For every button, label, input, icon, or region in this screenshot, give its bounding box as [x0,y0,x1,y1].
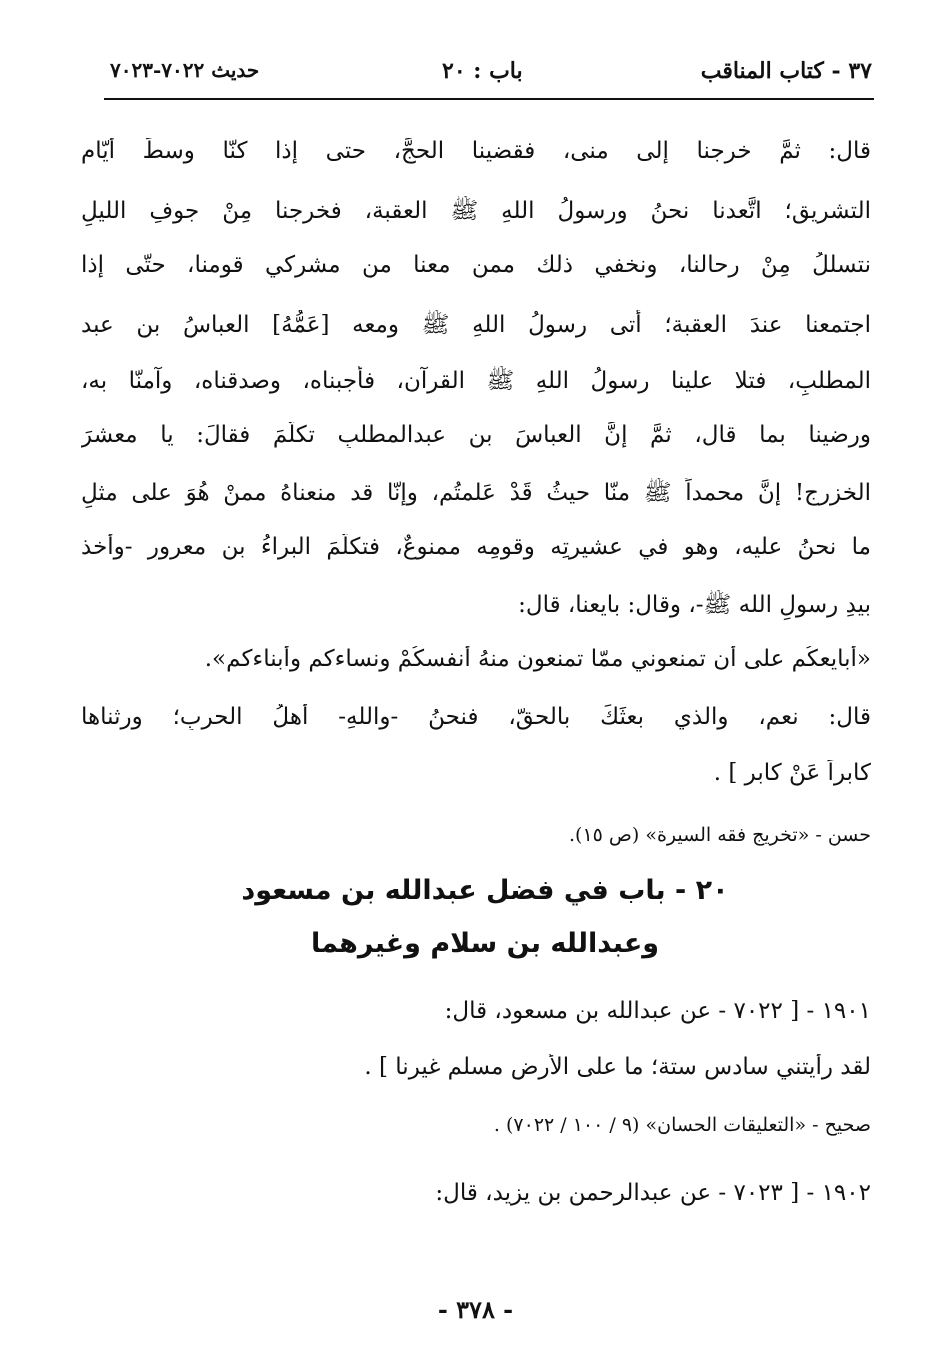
header-chapter-number: باب : ٢٠ [442,58,523,84]
header-book-title: ٣٧ - كتاب المناقب [700,58,872,84]
text-line-6: ورضينا بما قال، ثمَّ إنَّ العباسَ بن عبدالمطلبِ تكلّمَ فقالَ: يا معشرَ [81,422,871,448]
text-line-8: ما نحنُ عليه، وهو في عشيرتِه وقومِه ممنوعٌ، فتكلّمَ البراءُ بن معرورٍ -وأَخذ [81,534,871,560]
text-line-12: كابراً عَنْ كابر ] . [713,760,871,786]
chapter-heading-line-1: ٢٠ - باب في فضل عبدالله بن مسعود [241,875,729,906]
hadith-1901-matn: لقد رأيتني سادس ستة؛ ما على الأرض مسلم غيرنا ] . [364,1054,871,1080]
header-hadith-range: حديث ٧٠٢٢-٧٠٢٣ [110,58,260,82]
text-line-9: بيدِ رسولِ الله ﷺ-، وقال: بايعنا، قال: [518,592,871,618]
grading-note: حسن - «تخريج فقه السيرة» (ص ١٥). [569,824,871,846]
text-line-2: التشريق؛ اتَّعدنا نحنُ ورسولُ اللهِ ﷺ العقبة، فخرجنا مِنْ جوفِ الليلِ [81,198,871,224]
header-rule [104,98,874,100]
text-line-7: الخزرج! إنَّ محمداً ﷺ منّا حيثُ قَدْ عَلمتُم، وإنّا قد منعناهُ ممنْ هُوَ على مثلِ [81,480,871,506]
text-line-3: نتسللُ مِنْ رحالنا، ونخفي ذلك ممن معنا من مشركي قومنا، حتّى إذا [81,252,871,278]
chapter-heading-line-2: وعبدالله بن سلام وغيرهما [310,928,660,959]
text-line-5: المطلبِ، فتلا علينا رسولُ اللهِ ﷺ القرآن، فأَجبناه، وصدقناه، وآمنّا به، [81,368,871,394]
hadith-1902-isnad: ١٩٠٢ - [ ٧٠٢٣ - عن عبدالرحمن بن يزيد، قال: [435,1180,871,1206]
hadith-1901-grading: صحيح - «التعليقات الحسان» (٩ / ١٠٠ / ٧٠٢٢) . [493,1114,871,1136]
text-line-1: قال: ثمَّ خرجنا إلى منى، فقضينا الحجَّ، حتى إذا كنّا وسطَ أيّامِ [81,138,871,164]
hadith-quote: «أُبايعكُم على أن تمنعوني ممّا تمنعون منهُ أنفسكُمْ ونساءكم وأبناءكم». [204,646,871,672]
text-line-4: اجتمعنا عندَ العقبة؛ أتى رسولُ اللهِ ﷺ ومعه [عَمُّهُ] العباسُ بن عبد [81,312,871,338]
text-line-11: قال: نعم، والذي بعثَكَ بالحقّ، فنحنُ -واللهِ- أَهلُ الحربِ؛ ورثناها [81,704,871,730]
hadith-1901-isnad: ١٩٠١ - [ ٧٠٢٢ - عن عبدالله بن مسعود، قال: [444,998,871,1024]
page-number: - ٣٧٨ - [437,1295,514,1324]
running-header [110,58,872,94]
